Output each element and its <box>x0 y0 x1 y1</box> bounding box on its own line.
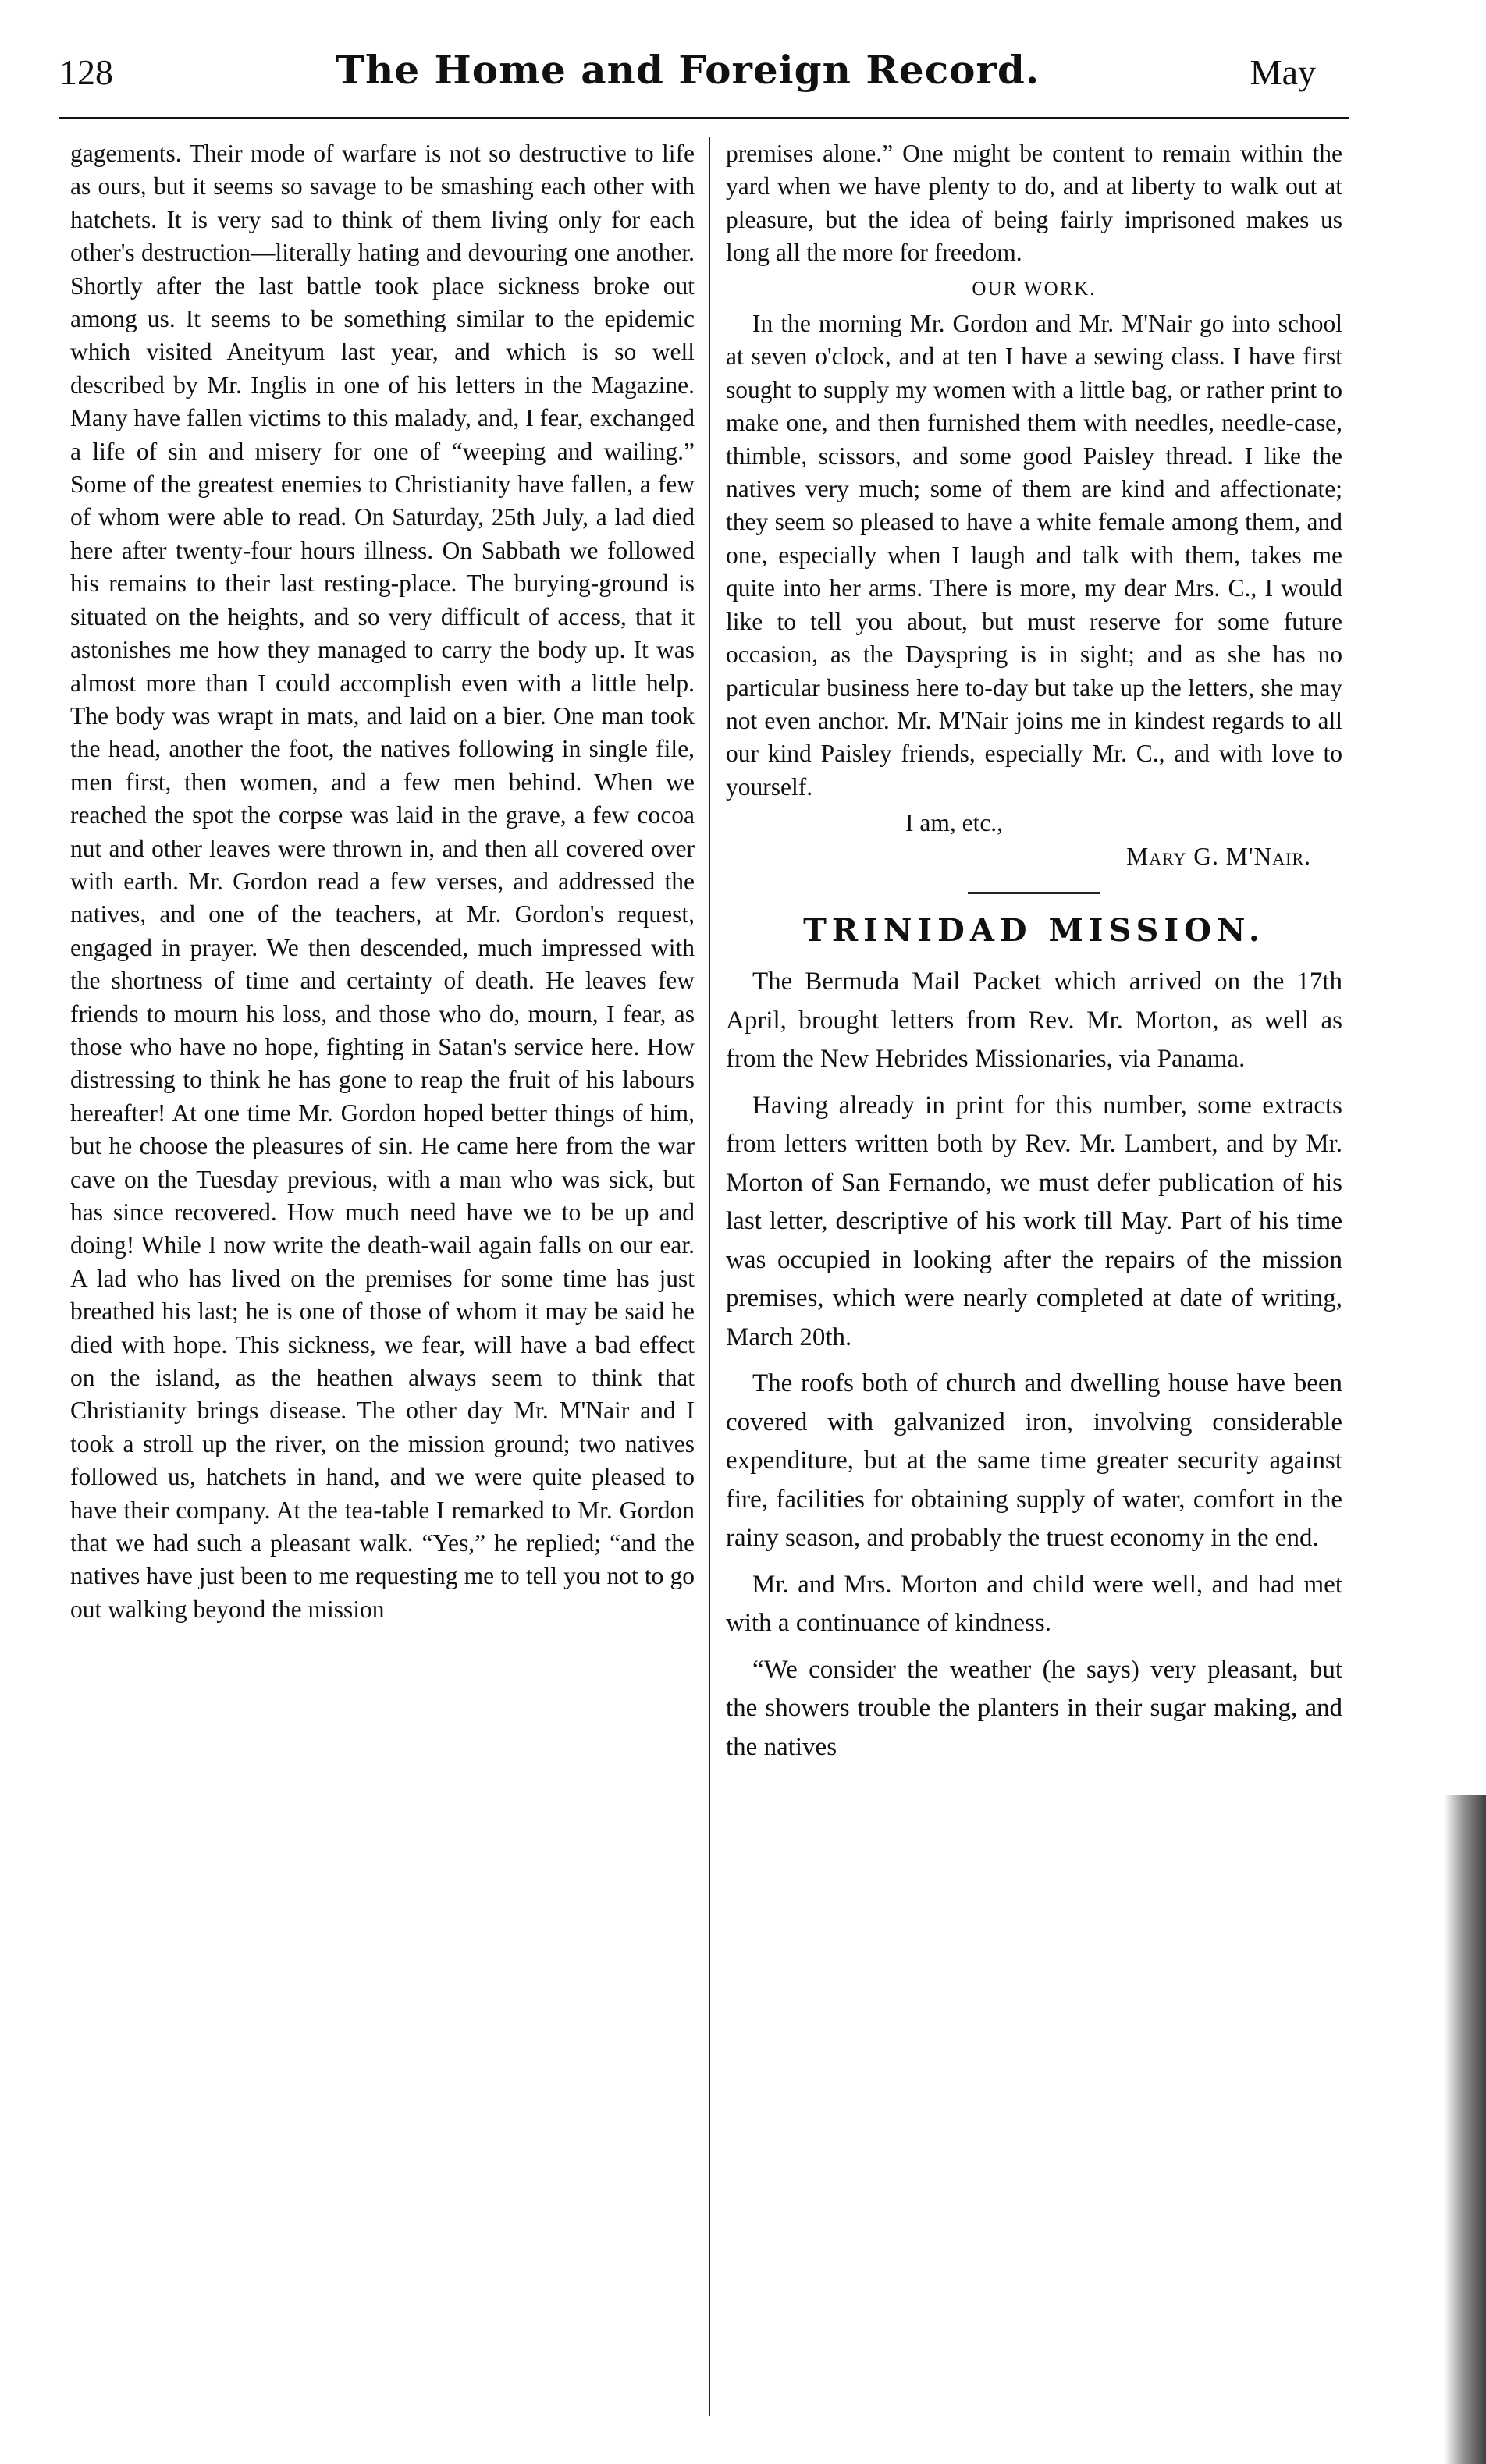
trinidad-section <box>726 963 1342 1766</box>
page-number: 128 <box>59 52 113 92</box>
left-column-text: gagements. Their mode of warfare is not so destructive to life as ours, but it seems so savage to be smashing each other with hatchets. It is very sad to think of them living only for each other's destruction—literally hating and devouring one another. Shortly after the last battle took place sickness broke out among us. It seems to be something similar to the epidemic which visited Aneityum last year, and which is so well described by Mr. Inglis in one of his letters in the Magazine. Many have fallen victims to this malady, and, I fear, exchanged a life of sin and misery for one of “weeping and wailing.” Some of the greatest enemies to Christianity have fallen, a few of whom were able to read. On Saturday, 25th July, a lad died here after twenty-four hours illness. On Sabbath we followed his remains to their last resting-place. The burying-ground is situated on the heights, and so very difficult of access, that it astonishes me how they managed to carry the body up. It was almost more than I could accomplish even with a little help. The body was wrapt in mats, and laid on a bier. One man took the head, another the foot, the natives following in single file, men first, then women, and a few men behind. When we reached the spot the corpse was laid in the grave, a few cocoa nut and other leaves were thrown in, and then all covered over with earth. Mr. Gordon read a few verses, and addressed the natives, and one of the teachers, at Mr. Gordon's request, engaged in prayer. We then descended, much impressed with the shortness of time and certainty of death. He leaves few friends to mourn his loss, and those who do, mourn, I fear, as those who have no hope, fighting in Satan's service here. How distressing to think he has gone to reap the fruit of his labours hereafter! At one time Mr. Gordon hoped better things of him, but he choose the pleasures of sin. He came here from the war cave on the Tuesday previous, with a man who was sick, but has since recovered. How much need have we to be up and doing! While I now write the death-wail again falls on our ear. A lad who has lived on the premises for some time has just breathed his last; he is one of those of whom it may be said he died with hope. This sickness, we fear, will have a bad effect on the island, as the heathen always seem to think that Christianity brings disease. The other day Mr. M'Nair and I took a stroll up the river, on the mission ground; two natives followed us, hatchets in hand, and we were quite pleased to have their company. At the tea-table I remarked to Mr. Gordon that we had such a pleasant walk. “Yes,” he replied; “and the natives have just been to me requesting me to tell you not to go out walking beyond the mission <box>70 140 695 1623</box>
right-column <box>726 137 1342 2423</box>
trinidad-paragraph: The roofs both of church and dwelling house have been covered with galvanized iron, involving considerable expenditure, but at the same time greater security against fire, facilities for obtaining supply of water, comfort in the rainy season, and probably the truest economy in the end. <box>726 1369 1342 1553</box>
letter-signature: Mary G. M'Nair. <box>1126 842 1311 870</box>
header-rule <box>59 117 1349 119</box>
page-header <box>59 47 1316 109</box>
section-divider <box>968 892 1100 894</box>
trinidad-paragraph: The Bermuda Mail Packet which arrived on the 17th April, brought letters from Rev. Mr. Morton, as well as from the New Hebrides Missionaries, via Panama. <box>726 967 1342 1074</box>
our-work-paragraph: In the morning Mr. Gordon and Mr. M'Nair go into school at seven o'clock, and at ten I have a sewing class. I have first sought to supply my women with a little bag, or rather print to make one, and then furnished them with needles, needle-case, thimble, scissors, and some good Paisley thread. I like the natives very much; some of them are kind and affectionate; they seem so pleased to have a white female among them, and one, especially when I laugh and talk with them, takes me quite into her arms. There is more, my dear Mrs. C., I would like to tell you about, but must reserve for some future occasion, as the Dayspring is in sight; and as she has no particular business here to-day but take up the letters, she may not even anchor. Mr. M'Nair joins me in kindest regards to all our kind Paisley friends, especially Mr. C., and with love to yourself. <box>726 310 1342 801</box>
page-edge-shadow <box>1444 1795 1486 2464</box>
our-work-subheading: OUR WORK. <box>972 278 1097 300</box>
trinidad-paragraph: “We consider the weather (he says) very pleasant, but the showers trouble the planters in their sugar making, and the natives <box>726 1655 1342 1761</box>
left-column <box>70 137 695 2423</box>
letter-continuation: premises alone.” One might be content to remain within the yard when we have plenty to do, and at liberty to walk out at pleasure, but the idea of being fairly imprisoned makes us long all the more for freedom. <box>726 140 1342 267</box>
trinidad-paragraph: Mr. and Mrs. Morton and child were well, and had met with a continuance of kindness. <box>726 1570 1342 1638</box>
section-title: TRINIDAD MISSION. <box>803 911 1265 949</box>
trinidad-paragraph: Having already in print for this number, some extracts from letters written both by Rev. Mr. Lambert, and by Mr. Morton of San Fernando, we must defer publication of his last letter, descriptive of his work till May. Part of his time was occupied in looking after the repairs of the mission premises, which were nearly completed at date of writing, March 20th. <box>726 1091 1342 1351</box>
journal-title: The Home and Foreign Record. <box>335 47 1040 93</box>
issue-month: May <box>1250 52 1316 92</box>
column-divider <box>709 137 710 2416</box>
letter-closing: I am, etc., <box>905 809 1004 837</box>
